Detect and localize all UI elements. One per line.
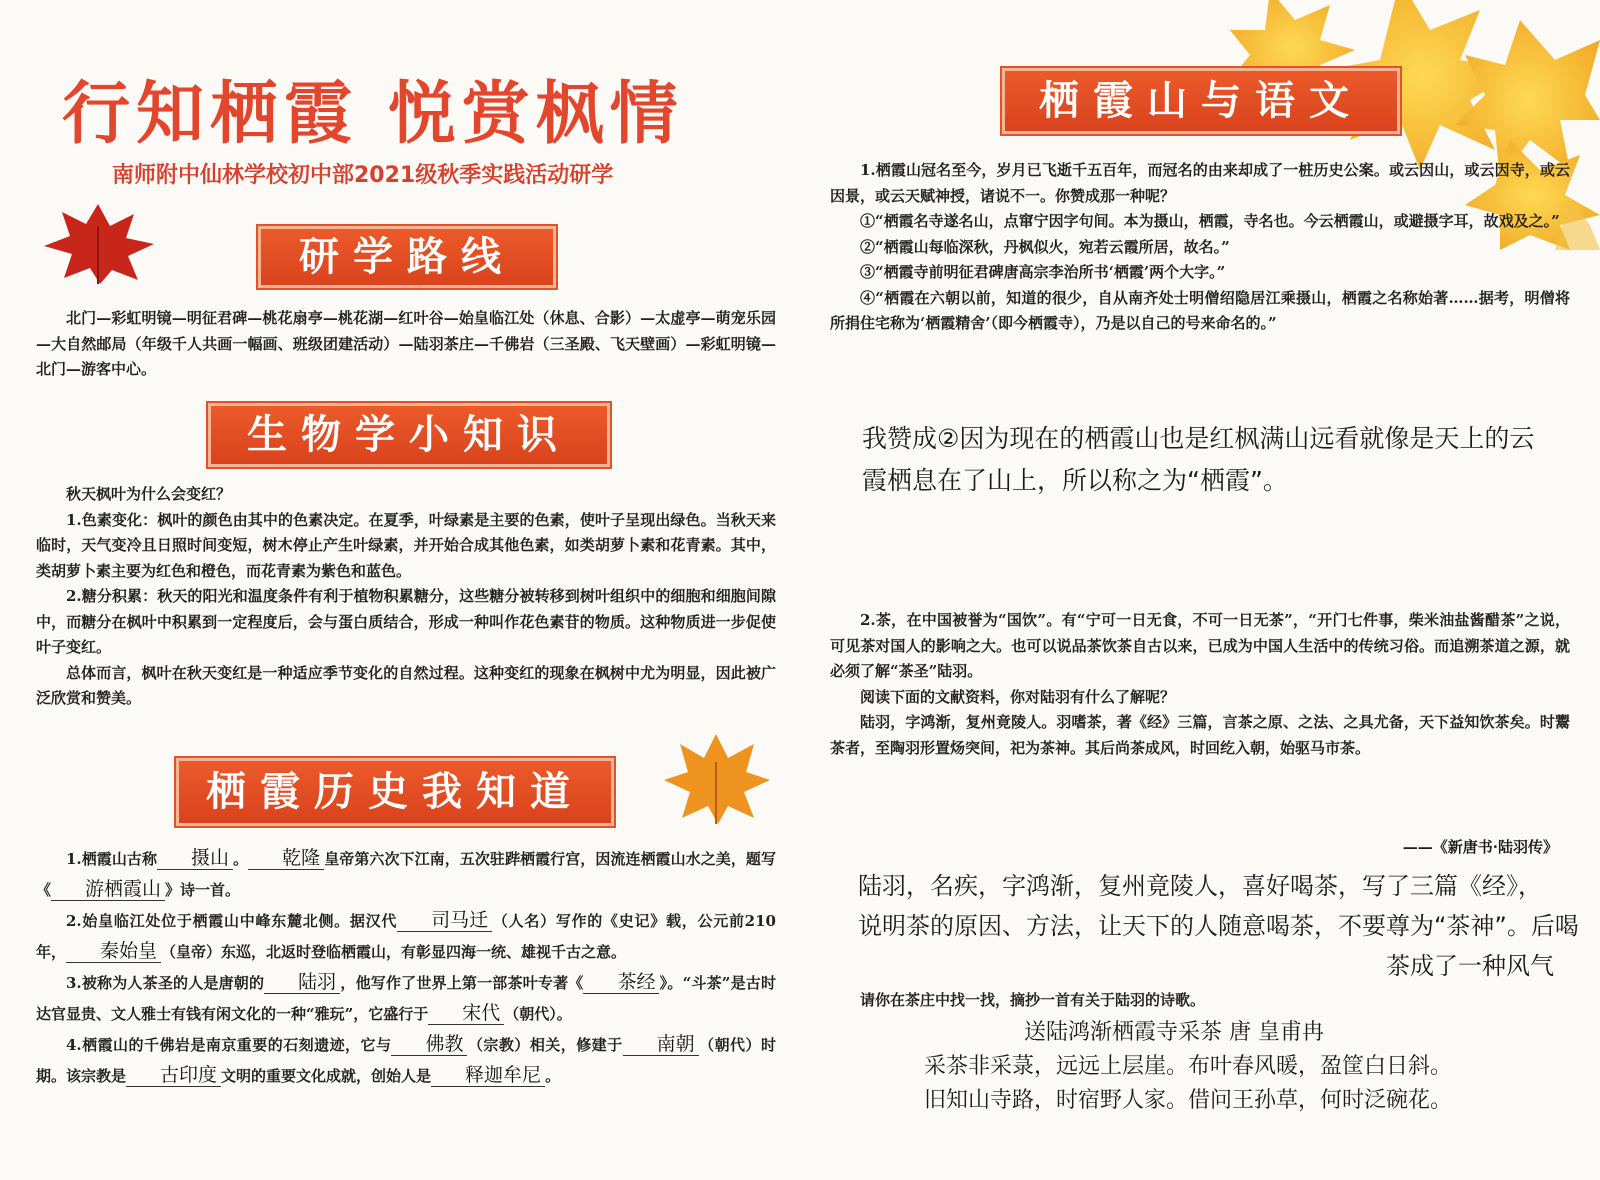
lu-yu-answer-line-2: 说明茶的原因、方法，让天下的人随意喝茶，不要尊为“茶神”。后喝: [858, 912, 1579, 940]
history-banner: 栖霞历史我知道: [176, 758, 614, 826]
answer-poem-title[interactable]: 游栖霞山: [51, 878, 165, 901]
biology-point-2: 2.糖分积累：秋天的阳光和温度条件有利于植物积累糖分，这些糖分被转移到树叶组织中的细胞和细胞间隙中，而糖分在枫叶中积累到一定程度后，会与蛋白质结合，形成一种叫作花色素苷的物质。这种物质进一步促使叶子变红。: [36, 587, 776, 656]
route-text: 北门—彩虹明镜—明征君碑—桃花扇亭—桃花湖—红叶谷—始皇临江处（休息、合影）—太虚亭—萌宠乐园—大自然邮局（年级千人共画一幅画、班级团建活动）—陆羽茶庄—千佛岩（三圣殿、飞天壁画）—彩虹明镜—北门—游客中心。: [36, 309, 776, 378]
biology-section: [36, 482, 776, 712]
biology-banner: 生物学小知识: [208, 403, 610, 467]
answer-religion[interactable]: 佛教: [391, 1033, 467, 1056]
lu-yu-biography: 陆羽，字鸿渐，复州竟陵人。羽嗜茶，著《经》三篇，言茶之原、之法、之具尤备，天下益知饮茶矣。时鬻茶者，至陶羽形置炀突间，祀为茶神。其后尚茶成风，时回纥入朝，始驱马市茶。: [830, 713, 1570, 757]
history-q1: 1.栖霞山古称 摄山 。 乾隆 皇帝第六次下江南，五次驻跸栖霞行宫，因流连栖霞山水之美，题写《 游栖霞山 》诗一首。: [36, 847, 776, 900]
poem-prompt: 请你在茶庄中找一找，摘抄一首有关于陆羽的诗歌。: [860, 991, 1206, 1009]
page-title: 行知栖霞 悦赏枫情: [62, 75, 684, 154]
naming-answer-handwritten[interactable]: 我赞成②因为现在的栖霞山也是红枫满山远看就像是天上的云霞栖息在了山上，所以称之为“栖霞”。: [862, 424, 1535, 495]
lu-yu-answer-handwritten[interactable]: [858, 866, 1579, 986]
chinese-banner: 栖霞山与语文: [1002, 68, 1400, 134]
page-subtitle: 南师附中仙林学校初中部2021级秋季实践活动研学: [112, 163, 614, 188]
history-q3: 3.被称为人茶圣的人是唐朝的 陆羽 ，他写作了世界上第一部茶叶专著《 茶经 》。“斗茶”是古时达官显贵、文人雅士有钱有闲文化的一种“雅玩”，它盛行于 宋代 （朝代）。: [36, 971, 776, 1024]
answer-first-emperor[interactable]: 秦始皇: [66, 940, 161, 963]
naming-option-1: ①“栖霞名寺遂名山，点窜宁因字句间。本为摄山，栖霞，寺名也。今云栖霞山，或避摄字耳，故戏及之。”: [860, 212, 1560, 230]
route-banner: 研学路线: [258, 226, 556, 288]
answer-emperor[interactable]: 乾隆: [248, 847, 324, 870]
answer-tea-sage[interactable]: 陆羽: [264, 971, 340, 994]
poem-handwritten[interactable]: [924, 1016, 1564, 1118]
poem-line-2: 旧知山寺路，时宿野人家。借问王孙草，何时泛碗花。: [924, 1088, 1453, 1113]
answer-founder[interactable]: 释迦牟尼: [431, 1064, 545, 1087]
naming-intro: 1.栖霞山冠名至今，岁月已飞逝千五百年，而冠名的由来却成了一桩历史公案。或云因山，或云因寺，或云因景，或云天赋神授，诸说不一。你赞成那一种呢？: [830, 161, 1570, 205]
biology-point-1: 1.色素变化：枫叶的颜色由其中的色素决定。在夏季，叶绿素是主要的色素，使叶子呈现出绿色。当秋天来临时，天气变冷且日照时间变短，树木停止产生叶绿素，并开始合成其他色素，如类胡萝卜素和花青素。其中，类胡萝卜素主要为红色和橙色，而花青素为紫色和蓝色。: [36, 510, 776, 580]
red-maple-leaf-icon: [38, 196, 158, 286]
naming-option-2: ②“栖霞山每临深秋，丹枫似火，宛若云霞所居，故名。”: [860, 237, 1230, 256]
history-quiz: [36, 844, 776, 1092]
lu-yu-answer-line-3: 茶成了一种风气: [1386, 952, 1554, 980]
tea-question: [830, 608, 1570, 761]
answer-civilization[interactable]: 古印度: [126, 1064, 221, 1087]
poem-line-1: 采茶非采菉，远远上层崖。布叶春风暖，盈筐白日斜。: [924, 1054, 1453, 1079]
naming-option-3: ③“栖霞寺前明征君碑唐高宗李治所书‘栖霞’两个大字。”: [860, 263, 1226, 281]
naming-question: [830, 158, 1570, 337]
biology-summary: 总体而言，枫叶在秋天变红是一种适应季节变化的自然过程。这种变红的现象在枫树中尤为明显，因此被广泛欣赏和赞美。: [36, 663, 776, 707]
answer-historian[interactable]: 司马迁: [397, 909, 492, 932]
answer-ancient-name[interactable]: 摄山: [157, 847, 233, 870]
answer-built-period[interactable]: 南朝: [623, 1033, 699, 1056]
history-q2: 2.始皇临江处位于栖霞山中峰东麓北侧。据汉代 司马迁 （人名）写作的《史记》载，公元前210年， 秦始皇 （皇帝）东巡，北返时登临栖霞山，有彰显四海一统、雄视千古之意。: [36, 909, 776, 962]
tea-intro: 2.茶，在中国被誉为“国饮”。有“宁可一日无食，不可一日无茶”，“开门七件事，柴米油盐酱醋茶”之说，可见茶对国人的影响之大。也可以说品茶饮茶自古以来，已成为中国人生活中的传统习俗。而追溯茶道之源，就必须了解“茶圣”陆羽。: [830, 611, 1570, 680]
answer-dynasty[interactable]: 宋代: [428, 1002, 504, 1025]
orange-maple-leaf-icon: [660, 728, 772, 828]
biology-question: 秋天枫叶为什么会变红？: [66, 485, 232, 503]
source-citation: ——《新唐书·陆羽传》: [1402, 838, 1558, 856]
lu-yu-answer-line-1: 陆羽，名疾，字鸿渐，复州竟陵人，喜好喝茶，写了三篇《经》，: [858, 872, 1542, 900]
naming-option-4: ④“栖霞在六朝以前，知道的很少，自从南齐处士明僧绍隐居江乘摄山，栖霞之名称始著……据考，明僧将所捐住宅称为‘栖霞精舍’（即今栖霞寺），乃是以自己的号来命名的。”: [830, 288, 1570, 332]
tea-prompt: 阅读下面的文献资料，你对陆羽有什么了解呢？: [860, 687, 1176, 706]
poem-title: 送陆鸿渐栖霞寺采茶 唐 皇甫冉: [1024, 1020, 1324, 1045]
answer-tea-book[interactable]: 茶经: [583, 971, 659, 994]
history-q4: 4.栖霞山的千佛岩是南京重要的石刻遗迹，它与 佛教 （宗教）相关，修建于 南朝 （朝代）时期。该宗教是 古印度 文明的重要文化成就，创始人是 释迦牟尼 。: [36, 1033, 776, 1086]
